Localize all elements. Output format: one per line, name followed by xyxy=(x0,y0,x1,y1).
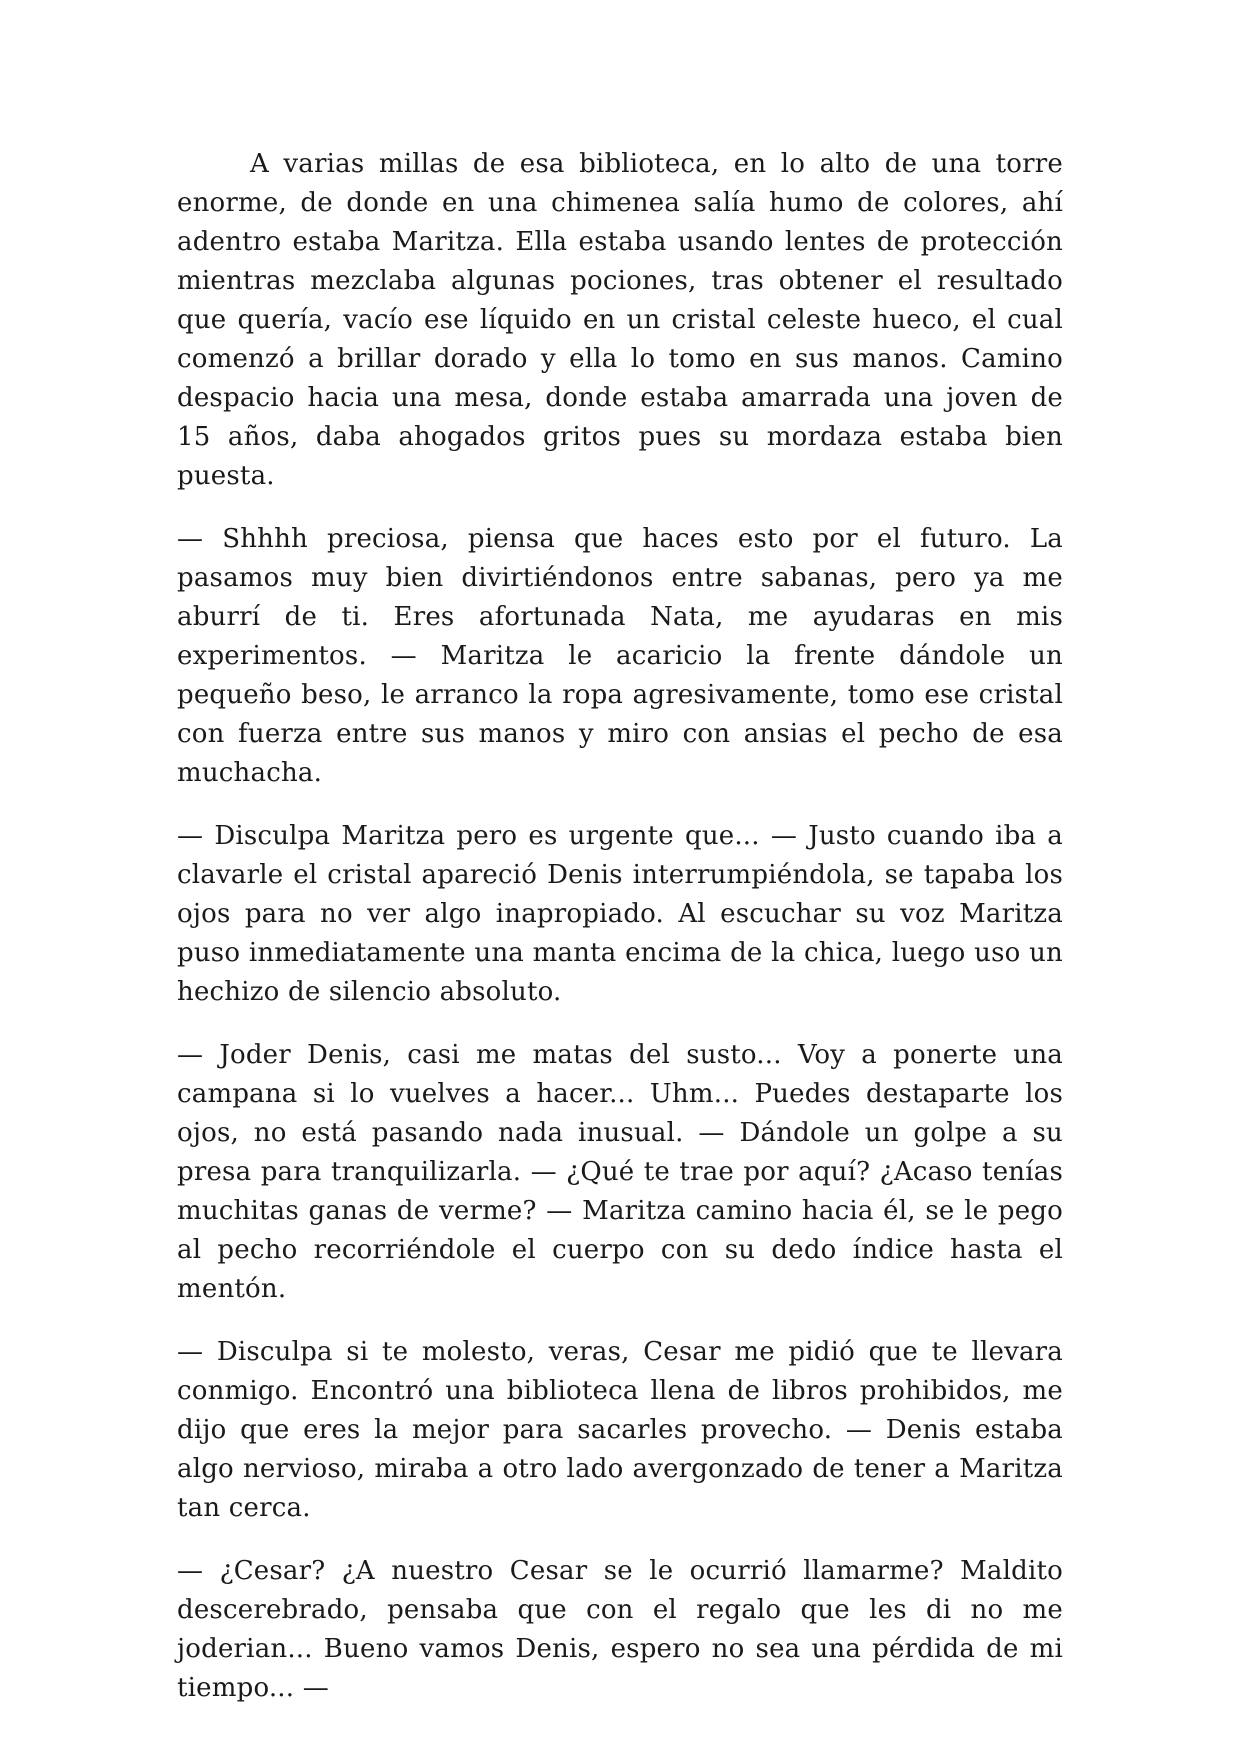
paragraph-4: — Joder Denis, casi me matas del susto... Voy a ponerte una campana si lo vuelves a hacer... Uhm... Puedes destaparte los ojos, no está pasando nada inusual. — Dándole un golpe a su presa para tranquilizarla. — ¿Qué te trae por aquí? ¿Acaso tenías muchitas ganas de verme? — Maritza camino hacia él, se le pego al pecho recorriéndole el cuerpo con su dedo índice hasta el mentón. xyxy=(177,1040,1063,1304)
paragraph-6: — ¿Cesar? ¿A nuestro Cesar se le ocurrió llamarme? Maldito descerebrado, pensaba que con el regalo que les di no me joderian... Bueno vamos Denis, espero no sea una pérdida de mi tiempo... — xyxy=(177,1556,1063,1703)
body-text xyxy=(177,145,1063,1708)
paragraph-5: — Disculpa si te molesto, veras, Cesar me pidió que te llevara conmigo. Encontró una biblioteca llena de libros prohibidos, me dijo que eres la mejor para sacarles provecho. — Denis estaba algo nervioso, miraba a otro lado avergonzado de tener a Maritza tan cerca. xyxy=(177,1337,1063,1523)
paragraph-2: — Shhhh preciosa, piensa que haces esto por el futuro. La pasamos muy bien divirtiéndonos entre sabanas, pero ya me aburrí de ti. Eres afortunada Nata, me ayudaras en mis experimentos. — Maritza le acaricio la frente dándole un pequeño beso, le arranco la ropa agresivamente, tomo ese cristal con fuerza entre sus manos y miro con ansias el pecho de esa muchacha. xyxy=(177,524,1063,788)
paragraph-1: A varias millas de esa biblioteca, en lo alto de una torre enorme, de donde en una chimenea salía humo de colores, ahí adentro estaba Maritza. Ella estaba usando lentes de protección mientras mezclaba algunas pociones, tras obtener el resultado que quería, vacío ese líquido en un cristal celeste hueco, el cual comenzó a brillar dorado y ella lo tomo en sus manos. Camino despacio hacia una mesa, donde estaba amarrada una joven de 15 años, daba ahogados gritos pues su mordaza estaba bien puesta. xyxy=(177,149,1063,491)
paragraph-3: — Disculpa Maritza pero es urgente que... — Justo cuando iba a clavarle el cristal apareció Denis interrumpiéndola, se tapaba los ojos para no ver algo inapropiado. Al escuchar su voz Maritza puso inmediatamente una manta encima de la chica, luego uso un hechizo de silencio absoluto. xyxy=(177,821,1063,1007)
